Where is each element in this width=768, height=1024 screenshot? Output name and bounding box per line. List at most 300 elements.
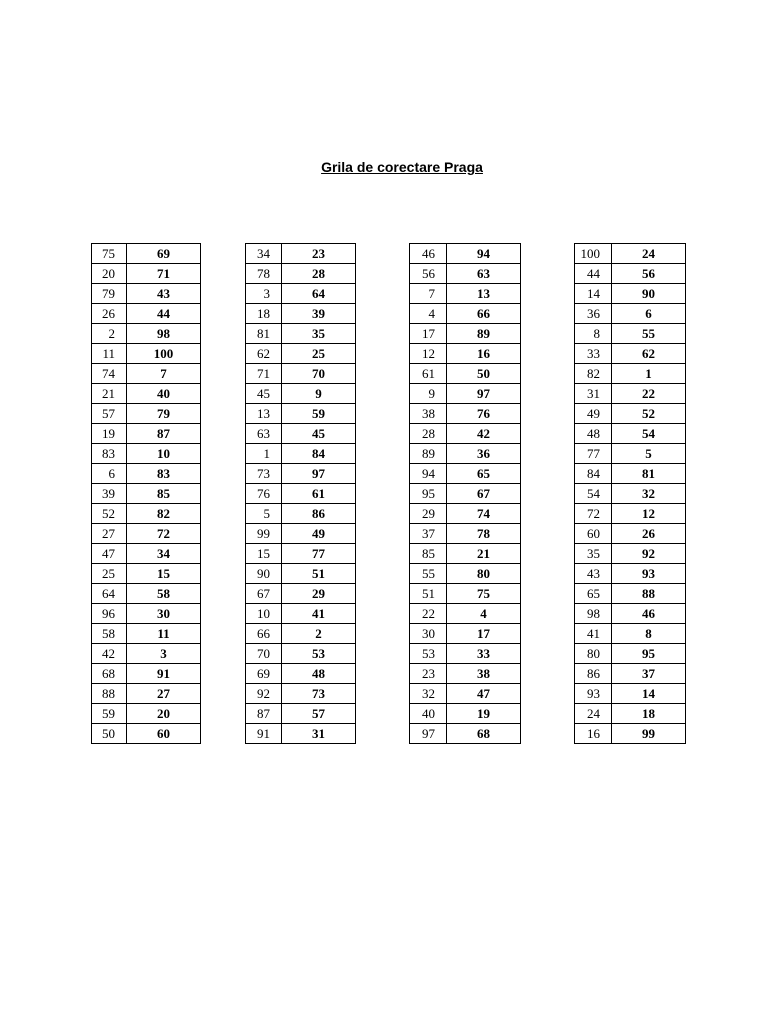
question-number-cell: 42 <box>92 644 127 664</box>
question-number-cell: 44 <box>575 264 612 284</box>
question-number-cell: 40 <box>410 704 447 724</box>
question-number-cell: 4 <box>410 304 447 324</box>
table-row <box>410 724 521 744</box>
table-row <box>410 464 521 484</box>
answer-cell: 15 <box>127 564 201 584</box>
answer-cell: 85 <box>127 484 201 504</box>
answer-cell: 92 <box>612 544 686 564</box>
answer-cell: 52 <box>612 404 686 424</box>
table-row <box>92 244 201 264</box>
question-number-cell: 51 <box>410 584 447 604</box>
answer-cell: 13 <box>447 284 521 304</box>
answer-cell: 49 <box>282 524 356 544</box>
question-number-cell: 1 <box>246 444 282 464</box>
answer-cell: 19 <box>447 704 521 724</box>
answer-cell: 88 <box>612 584 686 604</box>
question-number-cell: 39 <box>92 484 127 504</box>
answer-cell: 32 <box>612 484 686 504</box>
answer-cell: 98 <box>127 324 201 344</box>
question-number-cell: 52 <box>92 504 127 524</box>
answer-cell: 79 <box>127 404 201 424</box>
answer-cell: 74 <box>447 504 521 524</box>
answer-cell: 16 <box>447 344 521 364</box>
answer-cell: 65 <box>447 464 521 484</box>
table-row <box>575 604 686 624</box>
question-number-cell: 81 <box>246 324 282 344</box>
question-number-cell: 53 <box>410 644 447 664</box>
answer-cell: 55 <box>612 324 686 344</box>
answer-cell: 1 <box>612 364 686 384</box>
table-row <box>92 324 201 344</box>
answer-cell: 38 <box>447 664 521 684</box>
table-row <box>92 464 201 484</box>
table-row <box>410 284 521 304</box>
answer-cell: 24 <box>612 244 686 264</box>
answer-cell: 8 <box>612 624 686 644</box>
answer-cell: 20 <box>127 704 201 724</box>
table-row <box>246 624 356 644</box>
table-row <box>575 684 686 704</box>
table-row <box>575 444 686 464</box>
question-number-cell: 77 <box>575 444 612 464</box>
question-number-cell: 84 <box>575 464 612 484</box>
table-row <box>92 424 201 444</box>
question-number-cell: 80 <box>575 644 612 664</box>
question-number-cell: 20 <box>92 264 127 284</box>
table-row <box>410 524 521 544</box>
question-number-cell: 29 <box>410 504 447 524</box>
question-number-cell: 15 <box>246 544 282 564</box>
question-number-cell: 3 <box>246 284 282 304</box>
table-row <box>575 284 686 304</box>
table-row <box>92 384 201 404</box>
table-row <box>410 584 521 604</box>
table-row <box>410 484 521 504</box>
question-number-cell: 79 <box>92 284 127 304</box>
answer-cell: 73 <box>282 684 356 704</box>
question-number-cell: 10 <box>246 604 282 624</box>
question-number-cell: 38 <box>410 404 447 424</box>
answer-cell: 30 <box>127 604 201 624</box>
table-row <box>410 664 521 684</box>
table-row <box>246 284 356 304</box>
answer-cell: 77 <box>282 544 356 564</box>
table-row <box>575 504 686 524</box>
answer-cell: 64 <box>282 284 356 304</box>
question-number-cell: 16 <box>575 724 612 744</box>
question-number-cell: 82 <box>575 364 612 384</box>
answer-cell: 99 <box>612 724 686 744</box>
question-number-cell: 6 <box>92 464 127 484</box>
answer-table-2 <box>245 243 356 744</box>
answer-cell: 100 <box>127 344 201 364</box>
table-row <box>92 604 201 624</box>
table-row <box>92 444 201 464</box>
table-row <box>246 344 356 364</box>
question-number-cell: 57 <box>92 404 127 424</box>
table-row <box>246 724 356 744</box>
table-row <box>92 264 201 284</box>
table-row <box>575 264 686 284</box>
question-number-cell: 70 <box>246 644 282 664</box>
answer-cell: 43 <box>127 284 201 304</box>
question-number-cell: 66 <box>246 624 282 644</box>
answer-cell: 94 <box>447 244 521 264</box>
table-row <box>246 304 356 324</box>
table-row <box>92 404 201 424</box>
answer-cell: 50 <box>447 364 521 384</box>
table-row <box>246 484 356 504</box>
question-number-cell: 61 <box>410 364 447 384</box>
answer-cell: 4 <box>447 604 521 624</box>
question-number-cell: 19 <box>92 424 127 444</box>
question-number-cell: 31 <box>575 384 612 404</box>
answer-cell: 3 <box>127 644 201 664</box>
answer-cell: 39 <box>282 304 356 324</box>
table-row <box>246 564 356 584</box>
answer-cell: 60 <box>127 724 201 744</box>
question-number-cell: 25 <box>92 564 127 584</box>
answer-cell: 63 <box>447 264 521 284</box>
table-row <box>410 684 521 704</box>
answer-cell: 86 <box>282 504 356 524</box>
table-row <box>246 544 356 564</box>
table-row <box>246 404 356 424</box>
answer-cell: 9 <box>282 384 356 404</box>
question-number-cell: 94 <box>410 464 447 484</box>
table-row <box>246 244 356 264</box>
answer-cell: 82 <box>127 504 201 524</box>
answer-cell: 80 <box>447 564 521 584</box>
table-row <box>410 324 521 344</box>
table-row <box>92 584 201 604</box>
question-number-cell: 13 <box>246 404 282 424</box>
answer-cell: 66 <box>447 304 521 324</box>
question-number-cell: 34 <box>246 244 282 264</box>
answer-cell: 70 <box>282 364 356 384</box>
question-number-cell: 35 <box>575 544 612 564</box>
question-number-cell: 93 <box>575 684 612 704</box>
question-number-cell: 56 <box>410 264 447 284</box>
table-row <box>92 524 201 544</box>
answer-cell: 71 <box>127 264 201 284</box>
answer-cell: 48 <box>282 664 356 684</box>
answer-cell: 57 <box>282 704 356 724</box>
table-row <box>575 624 686 644</box>
table-row <box>575 244 686 264</box>
answer-cell: 12 <box>612 504 686 524</box>
table-row <box>575 424 686 444</box>
answer-cell: 97 <box>447 384 521 404</box>
answer-cell: 91 <box>127 664 201 684</box>
table-row <box>575 644 686 664</box>
answer-cell: 69 <box>127 244 201 264</box>
question-number-cell: 36 <box>575 304 612 324</box>
table-row <box>410 504 521 524</box>
answer-table-1 <box>91 243 201 744</box>
answer-cell: 26 <box>612 524 686 544</box>
question-number-cell: 8 <box>575 324 612 344</box>
question-number-cell: 59 <box>92 704 127 724</box>
question-number-cell: 92 <box>246 684 282 704</box>
question-number-cell: 58 <box>92 624 127 644</box>
table-row <box>246 444 356 464</box>
table-row <box>410 404 521 424</box>
table-row <box>410 644 521 664</box>
question-number-cell: 73 <box>246 464 282 484</box>
answer-cell: 58 <box>127 584 201 604</box>
answer-cell: 5 <box>612 444 686 464</box>
question-number-cell: 90 <box>246 564 282 584</box>
answer-cell: 97 <box>282 464 356 484</box>
table-row <box>92 304 201 324</box>
table-row <box>246 524 356 544</box>
question-number-cell: 75 <box>92 244 127 264</box>
table-row <box>575 324 686 344</box>
answer-cell: 27 <box>127 684 201 704</box>
table-row <box>575 544 686 564</box>
answer-cell: 33 <box>447 644 521 664</box>
table-row <box>246 644 356 664</box>
question-number-cell: 83 <box>92 444 127 464</box>
table-row <box>575 704 686 724</box>
table-row <box>575 724 686 744</box>
answer-cell: 22 <box>612 384 686 404</box>
answer-cell: 72 <box>127 524 201 544</box>
question-number-cell: 33 <box>575 344 612 364</box>
question-number-cell: 2 <box>92 324 127 344</box>
answer-cell: 21 <box>447 544 521 564</box>
question-number-cell: 17 <box>410 324 447 344</box>
table-row <box>92 564 201 584</box>
table-row <box>410 624 521 644</box>
table-row <box>410 564 521 584</box>
table-row <box>575 304 686 324</box>
question-number-cell: 5 <box>246 504 282 524</box>
answer-cell: 29 <box>282 584 356 604</box>
answer-cell: 67 <box>447 484 521 504</box>
question-number-cell: 64 <box>92 584 127 604</box>
answer-cell: 76 <box>447 404 521 424</box>
table-row <box>246 684 356 704</box>
table-row <box>246 324 356 344</box>
question-number-cell: 74 <box>92 364 127 384</box>
question-number-cell: 60 <box>575 524 612 544</box>
table-row <box>575 664 686 684</box>
table-row <box>92 724 201 744</box>
question-number-cell: 11 <box>92 344 127 364</box>
question-number-cell: 9 <box>410 384 447 404</box>
question-number-cell: 41 <box>575 624 612 644</box>
question-number-cell: 67 <box>246 584 282 604</box>
question-number-cell: 65 <box>575 584 612 604</box>
table-row <box>246 604 356 624</box>
answer-cell: 84 <box>282 444 356 464</box>
question-number-cell: 12 <box>410 344 447 364</box>
answer-cell: 34 <box>127 544 201 564</box>
question-number-cell: 96 <box>92 604 127 624</box>
table-row <box>92 284 201 304</box>
answer-cell: 54 <box>612 424 686 444</box>
table-row <box>575 404 686 424</box>
question-number-cell: 89 <box>410 444 447 464</box>
answer-cell: 42 <box>447 424 521 444</box>
question-number-cell: 91 <box>246 724 282 744</box>
answer-cell: 68 <box>447 724 521 744</box>
question-number-cell: 50 <box>92 724 127 744</box>
answer-cell: 61 <box>282 484 356 504</box>
table-row <box>246 264 356 284</box>
table-row <box>92 544 201 564</box>
question-number-cell: 30 <box>410 624 447 644</box>
question-number-cell: 85 <box>410 544 447 564</box>
answer-cell: 89 <box>447 324 521 344</box>
answer-table-3 <box>409 243 521 744</box>
table-row <box>246 704 356 724</box>
question-number-cell: 63 <box>246 424 282 444</box>
question-number-cell: 46 <box>410 244 447 264</box>
table-row <box>246 584 356 604</box>
table-row <box>410 424 521 444</box>
question-number-cell: 55 <box>410 564 447 584</box>
answer-table-4 <box>574 243 686 744</box>
question-number-cell: 45 <box>246 384 282 404</box>
table-row <box>246 464 356 484</box>
page-title: Grila de corectare Praga <box>321 159 483 175</box>
table-row <box>246 504 356 524</box>
table-row <box>410 384 521 404</box>
answer-cell: 23 <box>282 244 356 264</box>
answer-cell: 83 <box>127 464 201 484</box>
table-row <box>92 664 201 684</box>
answer-cell: 7 <box>127 364 201 384</box>
table-row <box>575 364 686 384</box>
table-row <box>575 484 686 504</box>
question-number-cell: 21 <box>92 384 127 404</box>
answer-cell: 95 <box>612 644 686 664</box>
question-number-cell: 14 <box>575 284 612 304</box>
question-number-cell: 62 <box>246 344 282 364</box>
answer-cell: 25 <box>282 344 356 364</box>
question-number-cell: 18 <box>246 304 282 324</box>
answer-cell: 47 <box>447 684 521 704</box>
question-number-cell: 26 <box>92 304 127 324</box>
question-number-cell: 48 <box>575 424 612 444</box>
answer-cell: 45 <box>282 424 356 444</box>
question-number-cell: 86 <box>575 664 612 684</box>
answer-cell: 78 <box>447 524 521 544</box>
answer-cell: 41 <box>282 604 356 624</box>
question-number-cell: 43 <box>575 564 612 584</box>
table-row <box>575 584 686 604</box>
question-number-cell: 24 <box>575 704 612 724</box>
question-number-cell: 100 <box>575 244 612 264</box>
answer-cell: 51 <box>282 564 356 584</box>
question-number-cell: 72 <box>575 504 612 524</box>
table-row <box>246 664 356 684</box>
question-number-cell: 69 <box>246 664 282 684</box>
answer-cell: 93 <box>612 564 686 584</box>
table-row <box>410 604 521 624</box>
answer-cell: 87 <box>127 424 201 444</box>
question-number-cell: 49 <box>575 404 612 424</box>
answer-cell: 35 <box>282 324 356 344</box>
table-row <box>410 444 521 464</box>
question-number-cell: 47 <box>92 544 127 564</box>
table-row <box>575 524 686 544</box>
question-number-cell: 32 <box>410 684 447 704</box>
table-row <box>410 244 521 264</box>
answer-cell: 46 <box>612 604 686 624</box>
answer-cell: 6 <box>612 304 686 324</box>
question-number-cell: 28 <box>410 424 447 444</box>
table-row <box>410 264 521 284</box>
table-row <box>410 344 521 364</box>
table-row <box>92 644 201 664</box>
table-row <box>410 304 521 324</box>
question-number-cell: 22 <box>410 604 447 624</box>
table-row <box>575 384 686 404</box>
table-row <box>575 564 686 584</box>
table-row <box>92 704 201 724</box>
answer-cell: 59 <box>282 404 356 424</box>
answer-cell: 81 <box>612 464 686 484</box>
table-row <box>92 624 201 644</box>
answer-cell: 90 <box>612 284 686 304</box>
table-row <box>92 344 201 364</box>
answer-cell: 53 <box>282 644 356 664</box>
table-row <box>410 544 521 564</box>
question-number-cell: 71 <box>246 364 282 384</box>
table-row <box>246 424 356 444</box>
table-row <box>410 704 521 724</box>
answer-cell: 17 <box>447 624 521 644</box>
table-row <box>575 344 686 364</box>
question-number-cell: 98 <box>575 604 612 624</box>
answer-cell: 11 <box>127 624 201 644</box>
question-number-cell: 23 <box>410 664 447 684</box>
answer-cell: 2 <box>282 624 356 644</box>
answer-cell: 75 <box>447 584 521 604</box>
question-number-cell: 95 <box>410 484 447 504</box>
answer-cell: 10 <box>127 444 201 464</box>
question-number-cell: 76 <box>246 484 282 504</box>
answer-cell: 62 <box>612 344 686 364</box>
table-row <box>92 364 201 384</box>
question-number-cell: 37 <box>410 524 447 544</box>
answer-cell: 37 <box>612 664 686 684</box>
table-row <box>246 384 356 404</box>
answer-cell: 14 <box>612 684 686 704</box>
question-number-cell: 7 <box>410 284 447 304</box>
table-row <box>92 484 201 504</box>
answer-cell: 44 <box>127 304 201 324</box>
table-row <box>92 504 201 524</box>
question-number-cell: 99 <box>246 524 282 544</box>
answer-cell: 28 <box>282 264 356 284</box>
question-number-cell: 54 <box>575 484 612 504</box>
table-row <box>92 684 201 704</box>
answer-cell: 18 <box>612 704 686 724</box>
answer-cell: 36 <box>447 444 521 464</box>
table-row <box>246 364 356 384</box>
answer-cell: 31 <box>282 724 356 744</box>
table-row <box>575 464 686 484</box>
question-number-cell: 68 <box>92 664 127 684</box>
question-number-cell: 87 <box>246 704 282 724</box>
question-number-cell: 27 <box>92 524 127 544</box>
answer-cell: 56 <box>612 264 686 284</box>
